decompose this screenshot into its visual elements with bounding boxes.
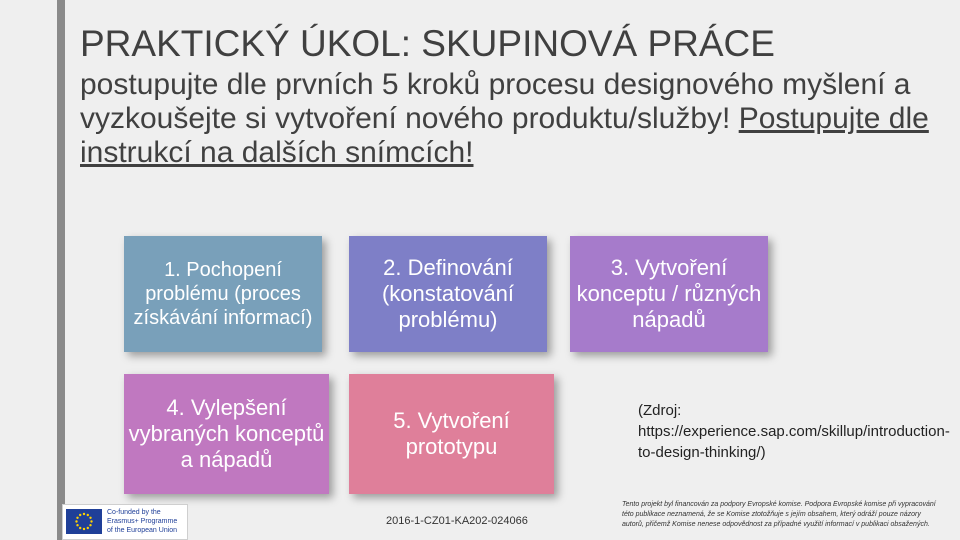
slide-subtitle [80, 68, 940, 170]
subtitle-link[interactable]: Postupujte dle instrukcí na dalších snímcích! [80, 102, 929, 169]
source-note: (Zdroj: https://experience.sap.com/skillup/introduction-to-design-thinking/) [638, 402, 950, 461]
project-code: 2016-1-CZ01-KA202-024066 [386, 515, 528, 527]
step-4-box: 4. Vylepšení vybraných konceptů a nápadů [124, 374, 329, 494]
accent-bar [57, 0, 65, 540]
step-3-box: 3. Vytvoření konceptu / různých nápadů [570, 236, 768, 352]
step-5-box: 5. Vytvoření prototypu [349, 374, 554, 494]
funding-disclaimer: Tento projekt byl financován za podpory Evropské komise. Podpora Evropské komise při vypracování této publikace neznamená, že se Komise ztotožňuje s jejím obsahem, který odráží pouze názory autorů, přičemž Komise nenese odpovědnost za případné využití informací v publikaci obsažených. [622, 501, 936, 528]
slide-title: PRAKTICKÝ ÚKOL: SKUPINOVÁ PRÁCE [80, 23, 775, 64]
eu-flag-icon [66, 509, 102, 534]
step-1-box: 1. Pochopení problému (proces získávání informací) [124, 236, 322, 352]
subtitle-main: postupujte dle prvních 5 kroků procesu designového myšlení a vyzkoušejte si vytvoření nového produktu/služby! [80, 68, 911, 135]
erasmus-logo [62, 504, 188, 540]
step-2-box: 2. Definování (konstatování problému) [349, 236, 547, 352]
logo-text: Co-funded by the Erasmus+ Programme of the European Union [107, 509, 178, 534]
